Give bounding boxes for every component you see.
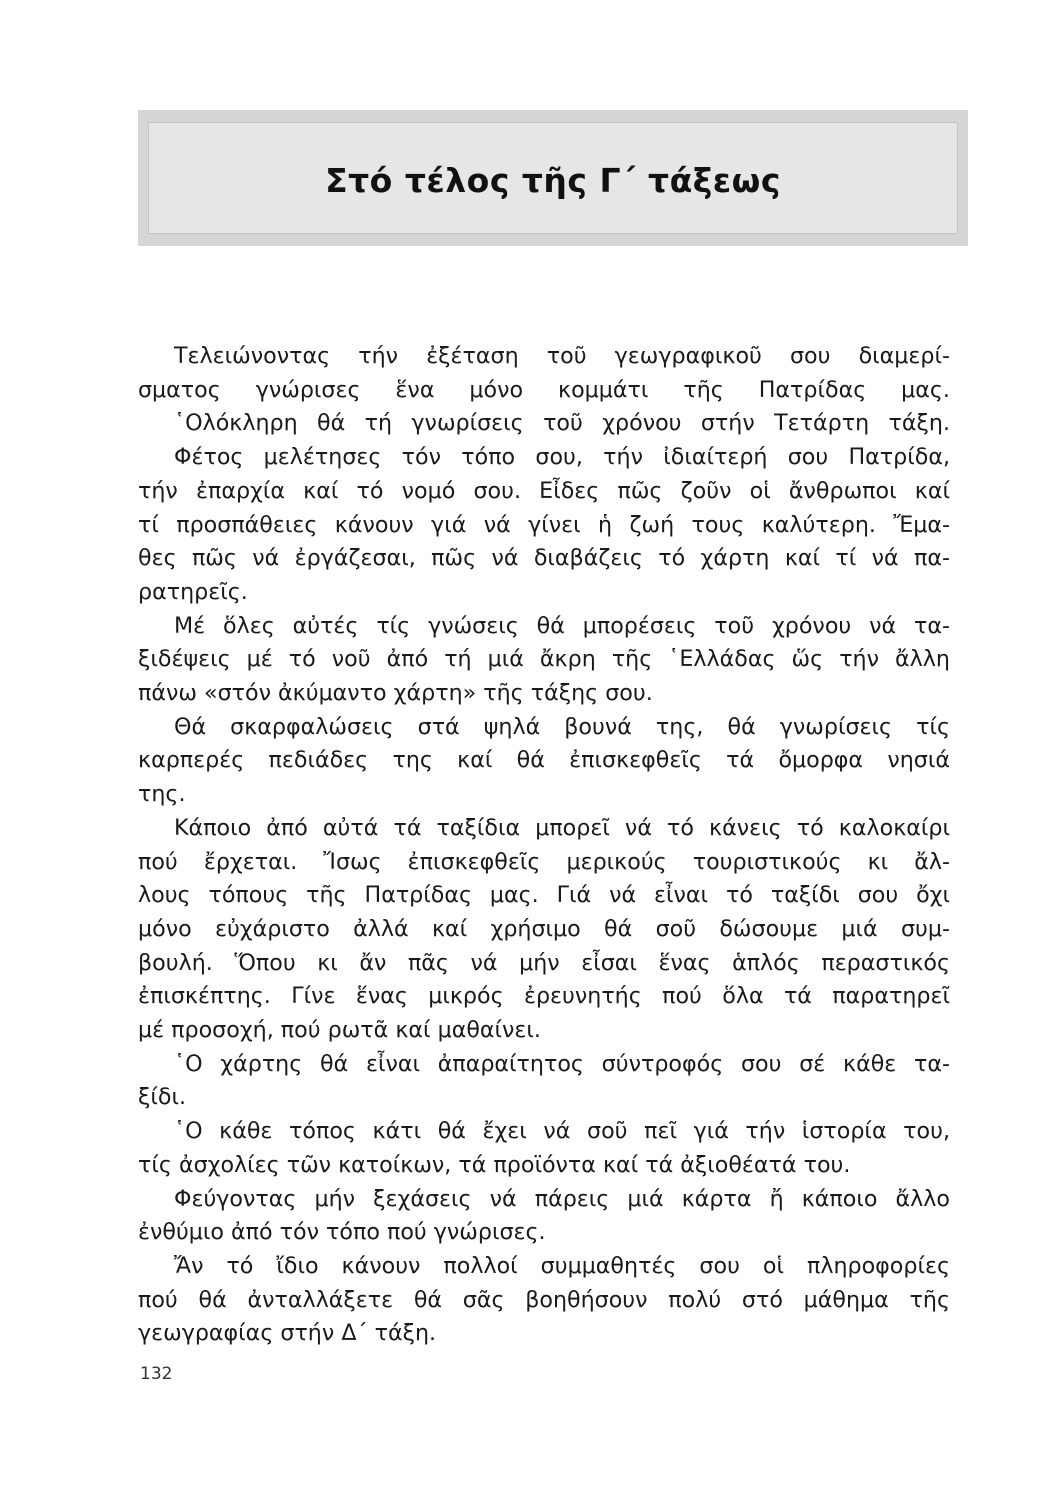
text-line: μέ προσοχή, πού ρωτᾶ καί μαθαίνει. xyxy=(138,1017,541,1044)
text-line: πού ἔρχεται. Ἴσως ἐπισκεφθεῖς μερικούς τουριστικούς κι ἄλ- xyxy=(138,848,950,875)
text-line: ἐνθύμιο ἀπό τόν τόπο πού γνώρισες. xyxy=(138,1219,546,1246)
text-line: τί προσπάθειες κάνουν γιά νά γίνει ἡ ζωή τους καλύτερη. Ἔμα- xyxy=(138,511,950,538)
text-line: ρατηρεῖς. xyxy=(138,578,248,605)
text-line: ἐπισκέπτης. Γίνε ἕνας μικρός ἐρευνητής πού ὅλα τά παρατηρεῖ xyxy=(138,983,950,1010)
text-line: πού θά ἀνταλλάξετε θά σᾶς βοηθήσουν πολύ στό μάθημα τῆς xyxy=(138,1286,950,1313)
text-line: μόνο εὐχάριστο ἀλλά καί χρήσιμο θά σοῦ δώσουμε μιά συμ- xyxy=(138,915,950,942)
text-line: Φεύγοντας μήν ξεχάσεις νά πάρεις μιά κάρτα ἤ κάποιο ἄλλο xyxy=(174,1185,950,1212)
text-line: Μέ ὅλες αὐτές τίς γνώσεις θά μπορέσεις τοῦ χρόνου νά τα- xyxy=(174,612,950,639)
text-line: θες πῶς νά ἐργάζεσαι, πῶς νά διαβάζεις τό χάρτη καί τί νά πα- xyxy=(138,545,950,572)
text-line: Τελειώνοντας τήν ἐξέταση τοῦ γεωγραφικοῦ σου διαμερί- xyxy=(174,343,950,369)
text-line: ῾Ο χάρτης θά εἶναι ἀπαραίτητος σύντροφός σου σέ κάθε τα- xyxy=(174,1050,950,1077)
text-line: τήν ἐπαρχία καί τό νομό σου. Εἶδες πῶς ζοῦν οἱ ἄνθρωποι καί xyxy=(138,477,950,504)
text-line: καρπερές πεδιάδες της καί θά ἐπισκεφθεῖς τά ὄμορφα νησιά xyxy=(138,747,950,774)
text-line: λους τόπους τῆς Πατρίδας μας. Γιά νά εἶναι τό ταξίδι σου ὄχι xyxy=(138,882,950,909)
title-banner xyxy=(148,122,958,234)
text-line: της. xyxy=(138,781,186,808)
text-line: γεωγραφίας στήν Δ΄ τάξη. xyxy=(138,1320,437,1347)
text-line: Κάποιο ἀπό αὐτά τά ταξίδια μπορεῖ νά τό κάνεις τό καλοκαίρι xyxy=(174,814,950,841)
page-title: Στό τέλος τῆς Γ΄ τάξεως xyxy=(325,160,781,200)
text-line: ξίδι. xyxy=(138,1084,187,1111)
page-number: 132 xyxy=(140,1364,173,1384)
body-text xyxy=(138,340,950,1351)
text-line: πάνω «στόν ἀκύμαντο χάρτη» τῆς τάξης σου. xyxy=(138,680,653,707)
text-line: Φέτος μελέτησες τόν τόπο σου, τήν ἰδιαίτερή σου Πατρίδα, xyxy=(174,444,950,471)
text-line: ῾Ο κάθε τόπος κάτι θά ἔχει νά σοῦ πεῖ γιά τήν ἱστορία του, xyxy=(174,1118,950,1145)
text-line: ῾Ολόκληρη θά τή γνωρίσεις τοῦ χρόνου στήν Τετάρτη τάξη. xyxy=(174,410,950,437)
text-line: ξιδέψεις μέ τό νοῦ ἀπό τή μιά ἄκρη τῆς ῾Ελλάδας ὥς τήν ἄλλη xyxy=(138,646,950,673)
text-line: σματος γνώρισες ἕνα μόνο κομμάτι τῆς Πατρίδας μας. xyxy=(138,376,950,403)
text-line: Θά σκαρφαλώσεις στά ψηλά βουνά της, θά γνωρίσεις τίς xyxy=(174,713,950,740)
title-box xyxy=(138,110,968,246)
text-line: Ἄν τό ἴδιο κάνουν πολλοί συμμαθητές σου οἱ πληροφορίες xyxy=(174,1252,950,1279)
text-line: βουλή. Ὅπου κι ἄν πᾶς νά μήν εἶσαι ἕνας ἁπλός περαστικός xyxy=(138,949,950,976)
text-line: τίς ἀσχολίες τῶν κατοίκων, τά προϊόντα καί τά ἀξιοθέατά του. xyxy=(138,1151,851,1178)
